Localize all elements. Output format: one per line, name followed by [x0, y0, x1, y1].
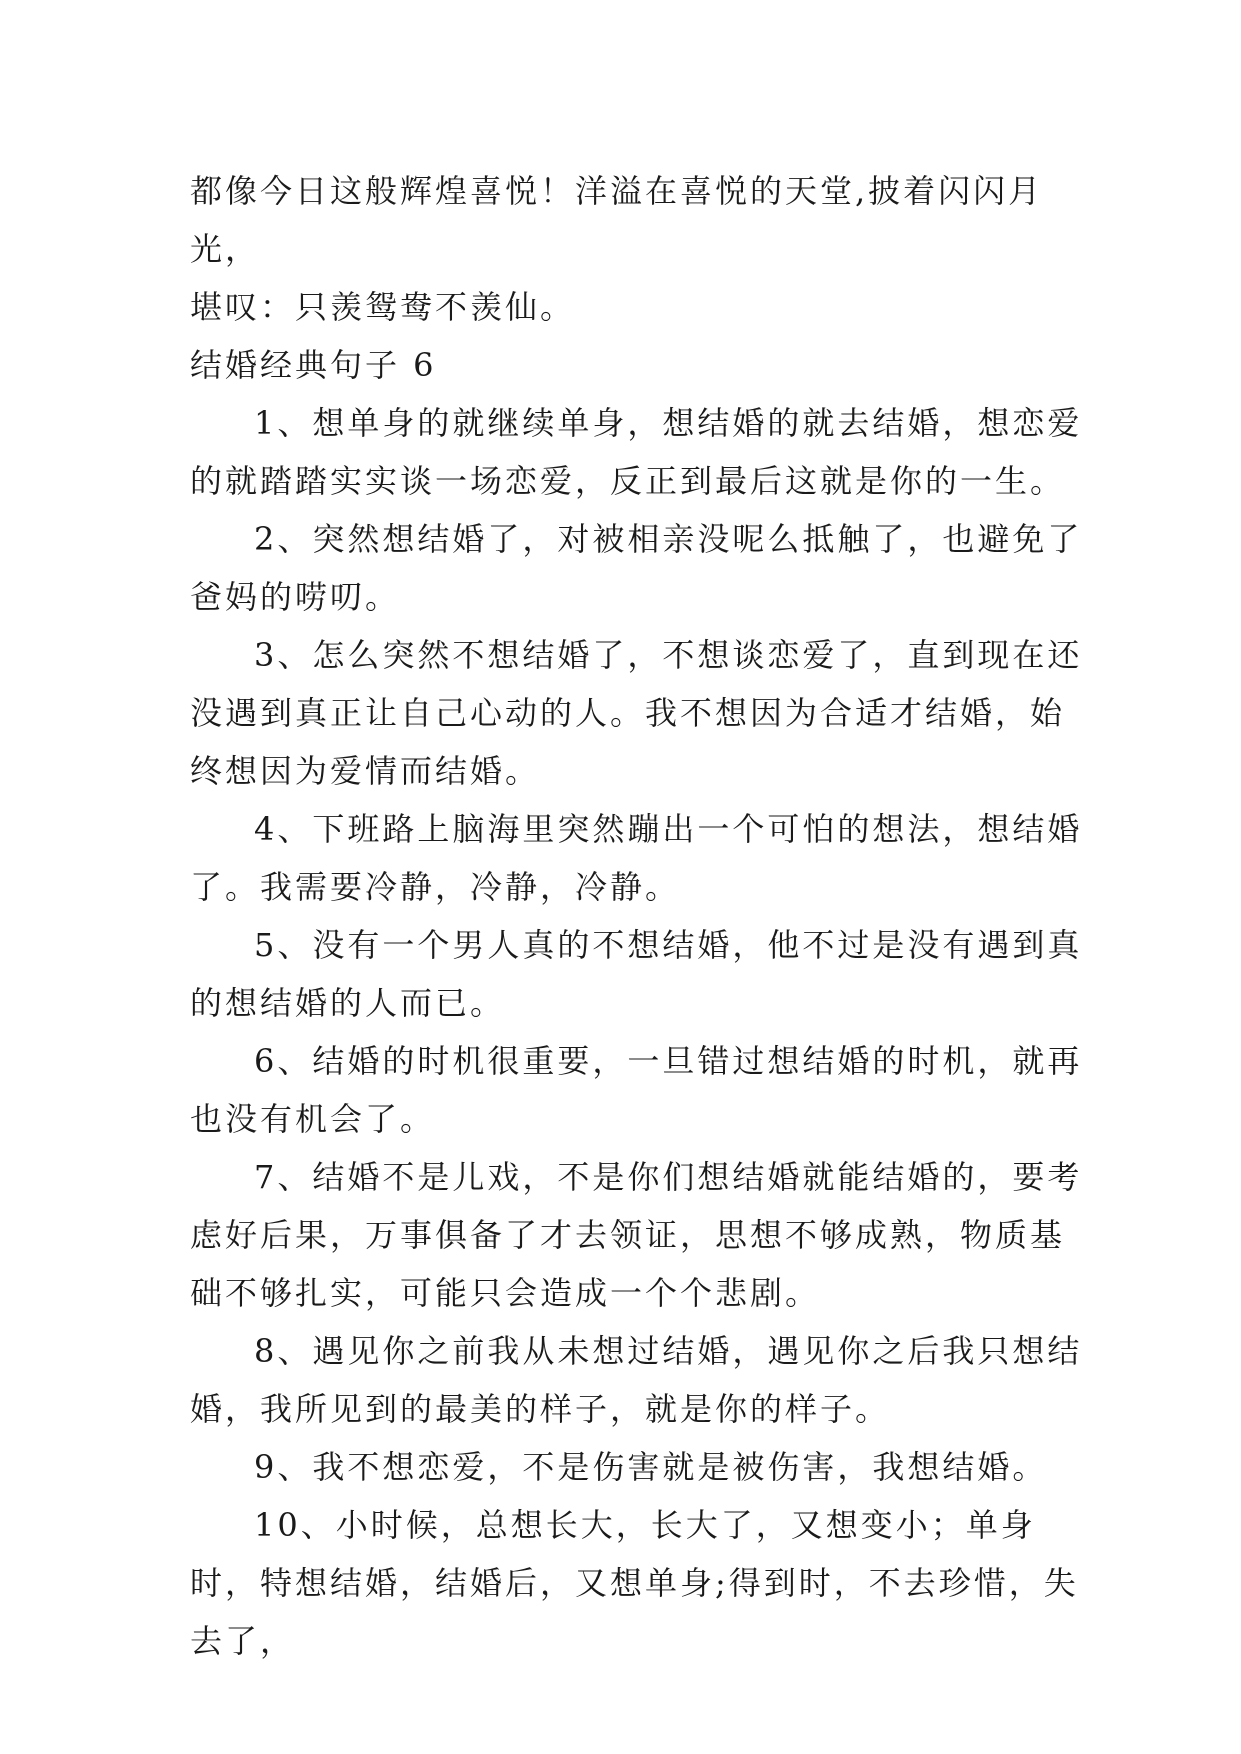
- list-item-2: 2、突然想结婚了，对被相亲没呢么抵触了，也避免了爸妈的唠叨。: [190, 520, 1083, 616]
- lead-line-1: 都像今日这般辉煌喜悦！洋溢在喜悦的天堂,披着闪闪月光，: [190, 172, 1044, 268]
- document-body: [190, 162, 1090, 1670]
- list-item-3: 3、怎么突然不想结婚了，不想谈恋爱了，直到现在还没遇到真正让自己心动的人。我不想因为合适才结婚，始终想因为爱情而结婚。: [190, 636, 1083, 790]
- list-item-6: 6、结婚的时机很重要，一旦错过想结婚的时机，就再也没有机会了。: [190, 1042, 1083, 1138]
- list-item-8: 8、遇见你之前我从未想过结婚，遇见你之后我只想结婚，我所见到的最美的样子，就是你的样子。: [190, 1332, 1083, 1428]
- list-item-4: 4、下班路上脑海里突然蹦出一个可怕的想法，想结婚了。我需要冷静，冷静，冷静。: [190, 810, 1083, 906]
- lead-line-2: 堪叹：只羡鸳鸯不羡仙。: [190, 288, 576, 326]
- list-item-5: 5、没有一个男人真的不想结婚，他不过是没有遇到真的想结婚的人而已。: [190, 926, 1083, 1022]
- list-item-9: 9、我不想恋爱，不是伤害就是被伤害，我想结婚。: [254, 1448, 1048, 1486]
- list-item-1: 1、想单身的就继续单身，想结婚的就去结婚，想恋爱的就踏踏实实谈一场恋爱，反正到最后这就是你的一生。: [190, 404, 1083, 500]
- list-item-7: 7、结婚不是儿戏，不是你们想结婚就能结婚的，要考虑好后果，万事俱备了才去领证，思想不够成熟，物质基础不够扎实，可能只会造成一个个悲剧。: [190, 1158, 1083, 1312]
- section-heading: 结婚经典句子 6: [190, 346, 437, 384]
- list-item-10: 10、小时候，总想长大，长大了，又想变小；单身时，特想结婚，结婚后，又想单身;得到时，不去珍惜，失去了，: [190, 1506, 1079, 1660]
